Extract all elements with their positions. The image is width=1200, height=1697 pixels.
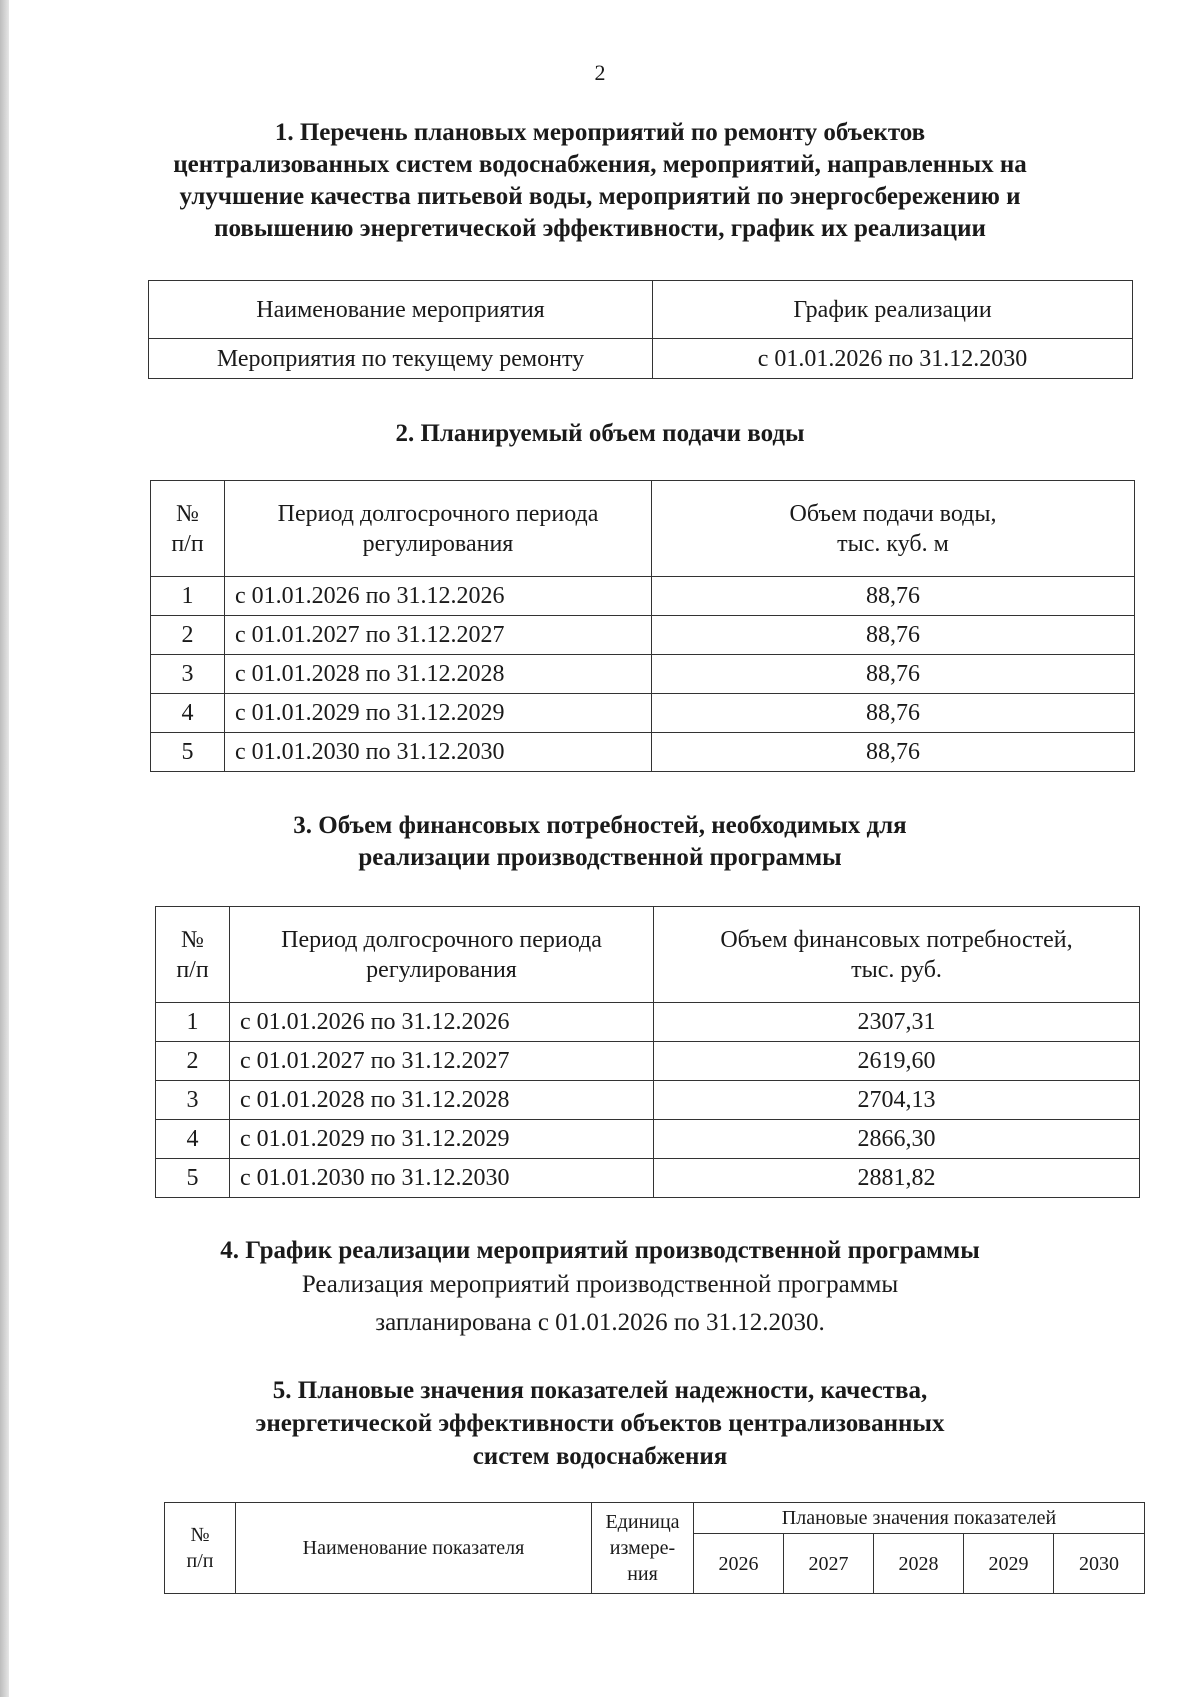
finance-header-num-line2: п/п bbox=[176, 956, 209, 983]
section2-title: 2. Планируемый объем подачи воды bbox=[395, 420, 805, 447]
water-header-volume bbox=[652, 481, 1135, 577]
water-header-period bbox=[225, 481, 652, 577]
row-value: 2881,82 bbox=[654, 1159, 1140, 1198]
table-row bbox=[151, 694, 1135, 733]
finance-header-num bbox=[156, 907, 230, 1003]
row-period: с 01.01.2029 по 31.12.2029 bbox=[230, 1120, 654, 1159]
water-header-num-line1: № bbox=[176, 500, 199, 527]
measures-cell-schedule: с 01.01.2026 по 31.12.2030 bbox=[653, 339, 1133, 379]
row-period: с 01.01.2027 по 31.12.2027 bbox=[230, 1042, 654, 1081]
table-row bbox=[151, 577, 1135, 616]
table-row bbox=[156, 1120, 1140, 1159]
row-period: с 01.01.2026 по 31.12.2026 bbox=[225, 577, 652, 616]
section3-title-line2: реализации производственной программы bbox=[358, 844, 842, 871]
measures-header-name: Наименование мероприятия bbox=[149, 281, 653, 339]
indicators-header-year: 2029 bbox=[964, 1534, 1054, 1594]
table-row bbox=[156, 1159, 1140, 1198]
row-period: с 01.01.2026 по 31.12.2026 bbox=[230, 1003, 654, 1042]
indicators-header-year: 2028 bbox=[874, 1534, 964, 1594]
table-row bbox=[156, 1003, 1140, 1042]
indicators-header-name: Наименование показателя bbox=[236, 1503, 592, 1594]
indicators-header-unit-line2: измере- bbox=[609, 1537, 676, 1559]
financial-needs-table bbox=[155, 906, 1140, 1198]
table-row bbox=[151, 733, 1135, 772]
indicators-header-year: 2026 bbox=[694, 1534, 784, 1594]
row-number: 5 bbox=[151, 733, 225, 772]
row-value: 88,76 bbox=[652, 655, 1135, 694]
section5-title-line1: 5. Плановые значения показателей надежности, качества, bbox=[272, 1377, 928, 1404]
table-row bbox=[156, 1042, 1140, 1081]
indicators-header-unit-line3: ния bbox=[627, 1563, 658, 1585]
section1-title-line4: повышению энергетической эффективности, график их реализации bbox=[214, 215, 986, 242]
page-number: 2 bbox=[594, 60, 606, 85]
section5-title-line3: систем водоснабжения bbox=[472, 1443, 728, 1470]
finance-header-period bbox=[230, 907, 654, 1003]
finance-header-period-line1: Период долгосрочного периода bbox=[281, 926, 602, 953]
table-row bbox=[151, 616, 1135, 655]
row-number: 3 bbox=[151, 655, 225, 694]
finance-header-num-line1: № bbox=[181, 926, 204, 953]
section4-text-line1: Реализация мероприятий производственной программы bbox=[301, 1271, 899, 1298]
table-row bbox=[156, 1081, 1140, 1120]
section3-title-line1: 3. Объем финансовых потребностей, необходимых для bbox=[293, 812, 907, 839]
row-period: с 01.01.2029 по 31.12.2029 bbox=[225, 694, 652, 733]
water-header-num-line2: п/п bbox=[171, 530, 204, 557]
row-number: 1 bbox=[151, 577, 225, 616]
measures-header-schedule: График реализации bbox=[653, 281, 1133, 339]
row-period: с 01.01.2028 по 31.12.2028 bbox=[230, 1081, 654, 1120]
row-value: 2866,30 bbox=[654, 1120, 1140, 1159]
indicators-header-num-line1: № bbox=[190, 1524, 210, 1546]
row-number: 5 bbox=[156, 1159, 230, 1198]
row-period: с 01.01.2028 по 31.12.2028 bbox=[225, 655, 652, 694]
row-number: 4 bbox=[156, 1120, 230, 1159]
indicators-header-unit-line1: Единица bbox=[605, 1511, 680, 1533]
section1-title-line3: улучшение качества питьевой воды, мероприятий по энергосбережению и bbox=[179, 183, 1021, 210]
row-number: 1 bbox=[156, 1003, 230, 1042]
indicators-header-unit bbox=[592, 1503, 694, 1594]
row-value: 88,76 bbox=[652, 694, 1135, 733]
row-period: с 01.01.2030 по 31.12.2030 bbox=[225, 733, 652, 772]
measures-table bbox=[148, 280, 1133, 379]
water-supply-table bbox=[150, 480, 1135, 772]
water-header-num bbox=[151, 481, 225, 577]
row-value: 2704,13 bbox=[654, 1081, 1140, 1120]
row-value: 2307,31 bbox=[654, 1003, 1140, 1042]
row-number: 3 bbox=[156, 1081, 230, 1120]
section5-title-line2: энергетической эффективности объектов централизованных bbox=[255, 1410, 945, 1437]
water-header-period-line1: Период долгосрочного периода bbox=[277, 500, 599, 527]
water-header-volume-line2: тыс. куб. м bbox=[837, 530, 949, 557]
section1-title-line2: централизованных систем водоснабжения, мероприятий, направленных на bbox=[173, 151, 1027, 178]
indicators-header-num-line2: п/п bbox=[186, 1550, 214, 1572]
indicators-table bbox=[164, 1502, 1145, 1594]
row-period: с 01.01.2030 по 31.12.2030 bbox=[230, 1159, 654, 1198]
finance-header-volume-line2: тыс. руб. bbox=[851, 956, 942, 983]
indicators-header-year: 2030 bbox=[1054, 1534, 1145, 1594]
row-period: с 01.01.2027 по 31.12.2027 bbox=[225, 616, 652, 655]
finance-header-volume bbox=[654, 907, 1140, 1003]
indicators-header-planned: Плановые значения показателей bbox=[694, 1503, 1145, 1534]
water-header-volume-line1: Объем подачи воды, bbox=[789, 500, 997, 527]
row-number: 2 bbox=[156, 1042, 230, 1081]
finance-header-volume-line1: Объем финансовых потребностей, bbox=[720, 926, 1073, 953]
section4-title: 4. График реализации мероприятий производственной программы bbox=[220, 1237, 980, 1264]
row-value: 2619,60 bbox=[654, 1042, 1140, 1081]
row-value: 88,76 bbox=[652, 733, 1135, 772]
row-number: 4 bbox=[151, 694, 225, 733]
indicators-header-num bbox=[165, 1503, 236, 1594]
indicators-header-year: 2027 bbox=[784, 1534, 874, 1594]
row-value: 88,76 bbox=[652, 616, 1135, 655]
section1-title-line1: 1. Перечень плановых мероприятий по ремонту объектов bbox=[274, 119, 926, 146]
measures-cell-name: Мероприятия по текущему ремонту bbox=[149, 339, 653, 379]
finance-header-period-line2: регулирования bbox=[366, 956, 517, 983]
row-number: 2 bbox=[151, 616, 225, 655]
table-row bbox=[151, 655, 1135, 694]
row-value: 88,76 bbox=[652, 577, 1135, 616]
water-header-period-line2: регулирования bbox=[362, 530, 514, 557]
section4-text-line2: запланирована с 01.01.2026 по 31.12.2030. bbox=[375, 1309, 825, 1336]
